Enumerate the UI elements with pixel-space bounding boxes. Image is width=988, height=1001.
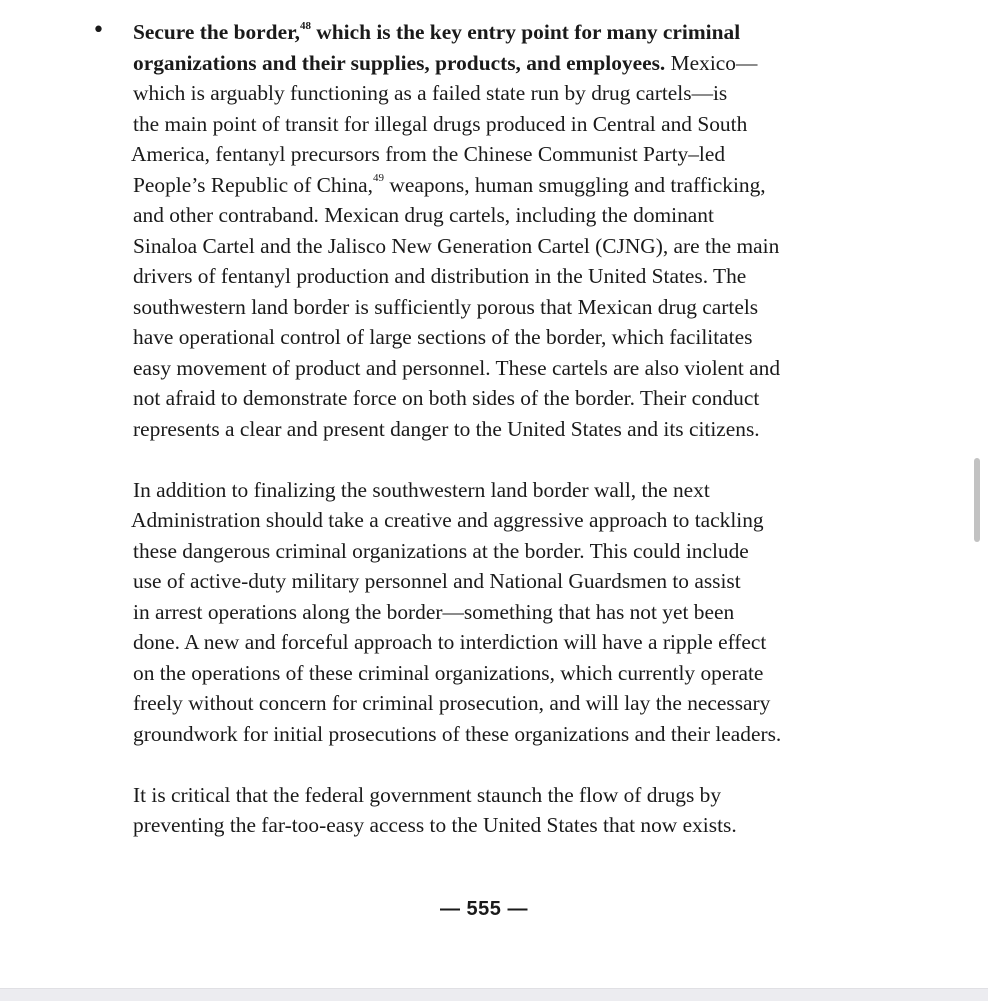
text-line: easy movement of product and personnel. These cartels are also violent and xyxy=(133,355,781,380)
bullet-paragraph xyxy=(133,17,885,444)
bold-heading-start: Secure the border, xyxy=(133,20,300,44)
text-line: on the operations of these criminal organizations, which currently operate xyxy=(133,660,764,685)
document-body xyxy=(133,17,885,841)
text-line: It is critical that the federal government staunch the flow of drugs by xyxy=(133,782,722,807)
vertical-scrollbar-thumb[interactable] xyxy=(974,458,980,542)
text-line: the main point of transit for illegal drugs produced in Central and South xyxy=(133,111,748,136)
text-line: use of active-duty military personnel and National Guardsmen to assist xyxy=(133,569,741,593)
text-line: southwestern land border is sufficiently porous that Mexican drug cartels xyxy=(133,294,759,319)
text-line: which is arguably functioning as a failed state run by drug cartels—is xyxy=(133,81,728,105)
text-line: Administration should take a creative and aggressive approach to tackling xyxy=(131,508,764,532)
text-line xyxy=(133,170,885,201)
footnote-ref-49[interactable]: 49 xyxy=(373,172,385,185)
text-span: Mexico— xyxy=(665,50,758,75)
text-line: preventing the far-too-easy access to the United States that now exists. xyxy=(133,813,737,837)
text-line: drivers of fentanyl production and distribution in the United States. The xyxy=(133,264,747,288)
text-span: People’s Republic of China, xyxy=(133,172,374,197)
text-line: America, fentanyl precursors from the Chinese Communist Party–led xyxy=(131,142,726,166)
text-span: weapons, human smuggling and trafficking, xyxy=(384,172,766,197)
text-line: not afraid to demonstrate force on both sides of the border. Their conduct xyxy=(133,386,760,410)
text-line xyxy=(133,17,885,48)
page-number: — 555 — xyxy=(440,898,528,920)
text-line: Sinaloa Cartel and the Jalisco New Generation Cartel (CJNG), are the main xyxy=(133,233,780,258)
text-line: have operational control of large sections of the border, which facilitates xyxy=(133,325,753,349)
text-line: groundwork for initial prosecutions of these organizations and their leaders. xyxy=(133,721,782,746)
text-line: done. A new and forceful approach to interdiction will have a ripple effect xyxy=(133,630,767,654)
text-line: represents a clear and present danger to the United States and its citizens. xyxy=(133,416,760,441)
text-line: freely without concern for criminal prosecution, and will lay the necessary xyxy=(133,691,771,715)
text-line: in arrest operations along the border—something that has not yet been xyxy=(133,599,735,624)
bold-heading-rest: which is the key entry point for many criminal xyxy=(310,20,741,44)
bullet-marker: • xyxy=(92,18,105,43)
footnote-ref-48[interactable]: 48 xyxy=(299,19,311,32)
paragraph-border-approach xyxy=(133,475,885,750)
bold-heading-end: organizations and their supplies, products, and employees. xyxy=(133,50,666,75)
text-line: and other contraband. Mexican drug cartels, including the dominant xyxy=(133,203,714,227)
paragraph-drug-flow xyxy=(133,780,885,841)
text-line: In addition to finalizing the southwestern land border wall, the next xyxy=(133,477,710,502)
bottom-toolbar-edge xyxy=(0,988,988,1001)
text-line: these dangerous criminal organizations at the border. This could include xyxy=(133,538,749,563)
text-line xyxy=(133,48,885,79)
